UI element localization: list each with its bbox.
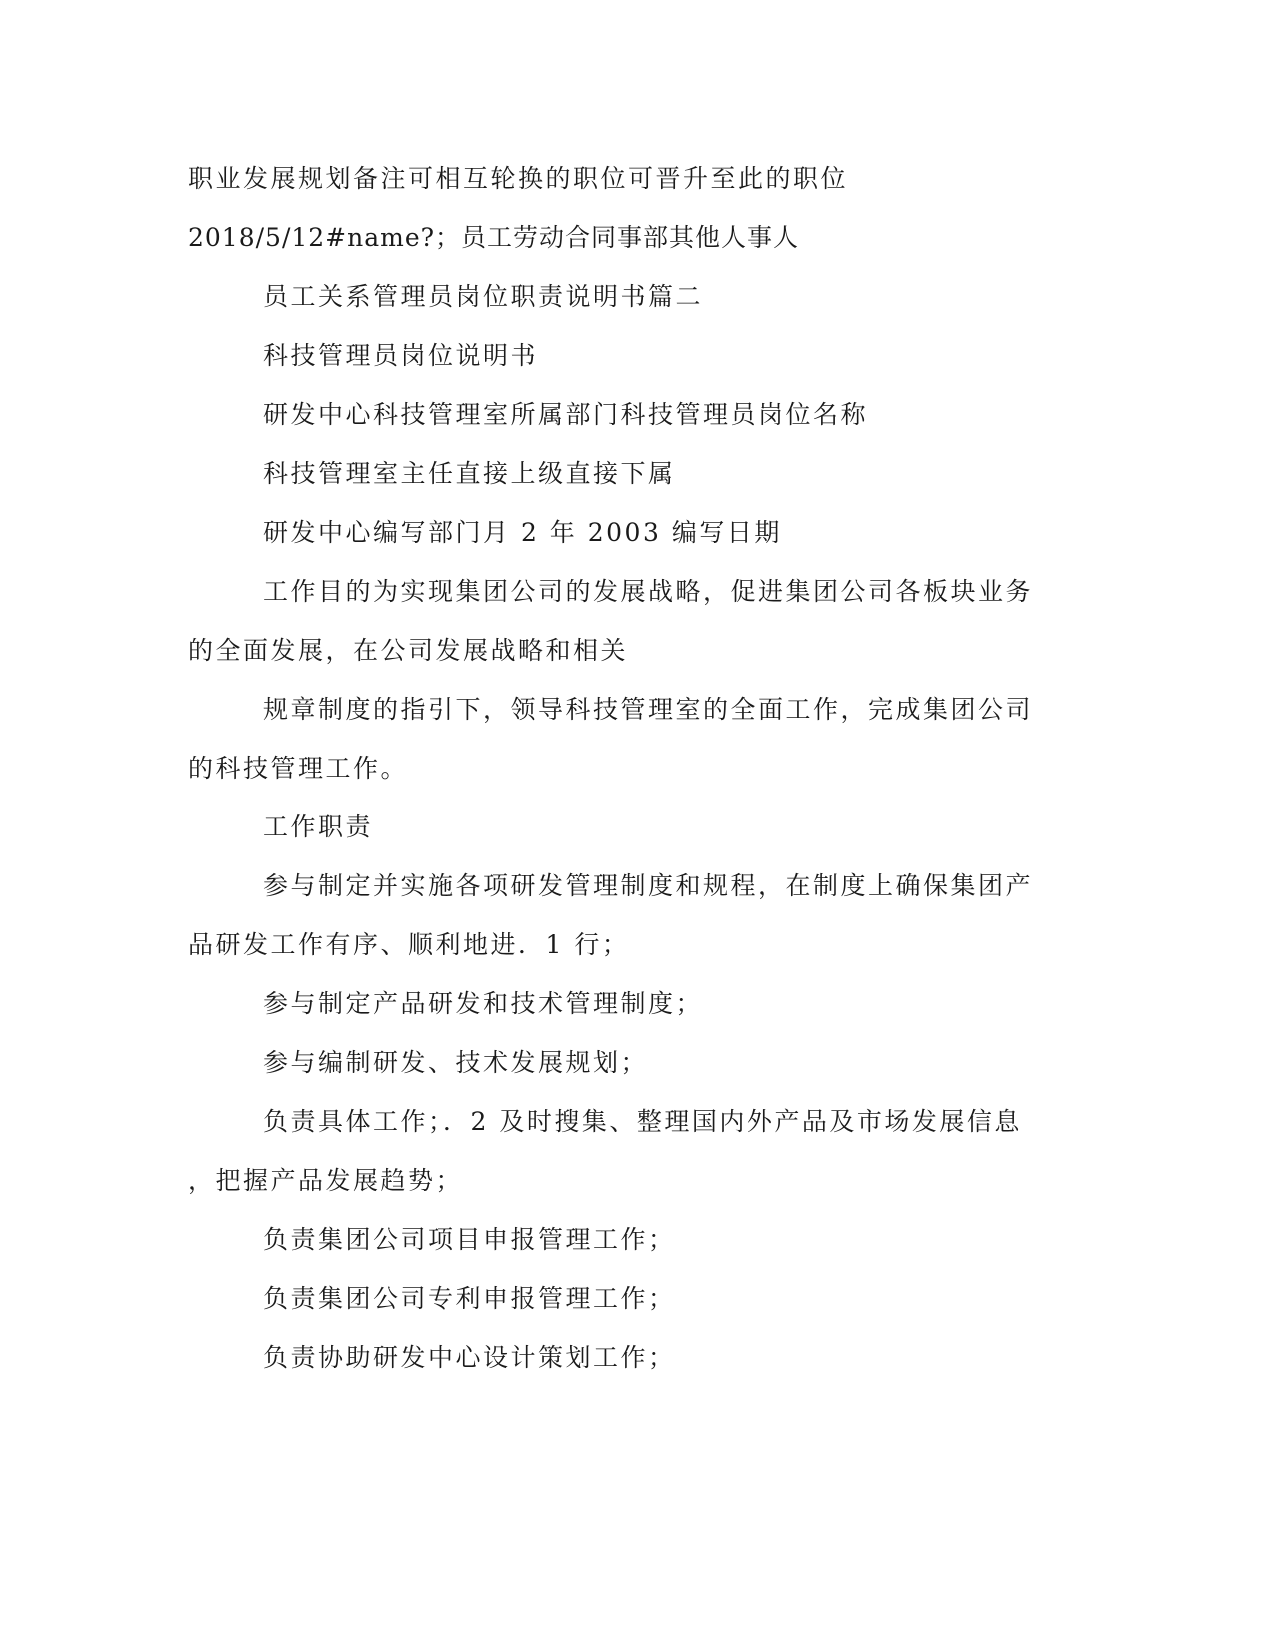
- text-line: ，把握产品发展趋势；: [188, 1166, 464, 1195]
- text-line: 品研发工作有序、顺利地进．1 行；: [188, 930, 630, 959]
- text-line: 的科技管理工作。: [188, 754, 409, 783]
- text-line: 负责集团公司专利申报管理工作；: [263, 1284, 676, 1313]
- text-line: 科技管理室主任直接上级直接下属: [263, 459, 676, 488]
- text-line: 科技管理员岗位说明书: [263, 341, 539, 370]
- section-heading: 工作职责: [263, 812, 374, 841]
- text-line: 负责集团公司项目申报管理工作；: [263, 1225, 676, 1254]
- text-line: 规章制度的指引下，领导科技管理室的全面工作，完成集团公司: [263, 695, 1034, 724]
- text-line: 的全面发展，在公司发展战略和相关: [188, 636, 629, 665]
- text-line: 参与编制研发、技术发展规划；: [263, 1048, 649, 1077]
- text-line: 研发中心科技管理室所属部门科技管理员岗位名称: [263, 400, 869, 429]
- text-line: 职业发展规划备注可相互轮换的职位可晋升至此的职位: [188, 164, 849, 193]
- text-line: 参与制定产品研发和技术管理制度；: [263, 989, 704, 1018]
- text-line: 研发中心编写部门月 2 年 2003 编写日期: [263, 518, 782, 547]
- text-line: 负责协助研发中心设计策划工作；: [263, 1343, 676, 1372]
- text-line: 负责具体工作；．2 及时搜集、整理国内外产品及市场发展信息: [263, 1107, 1022, 1136]
- text-line: 2018/5/12#name?；员工劳动合同事部其他人事人: [188, 223, 800, 252]
- text-line: 工作目的为实现集团公司的发展战略，促进集团公司各板块业务: [263, 577, 1034, 606]
- text-line: 员工关系管理员岗位职责说明书篇二: [263, 282, 704, 311]
- text-line: 参与制定并实施各项研发管理制度和规程，在制度上确保集团产: [263, 871, 1034, 900]
